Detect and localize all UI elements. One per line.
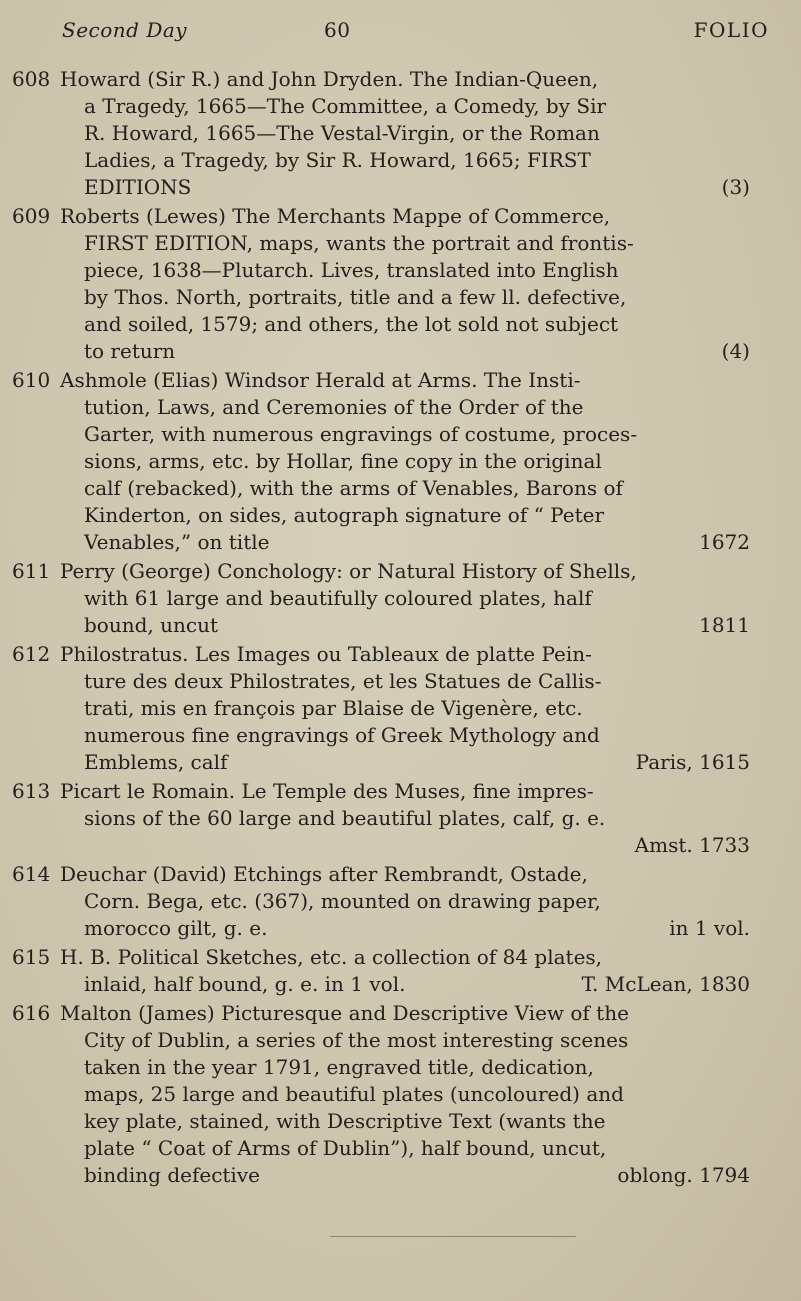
lot-description-line (84, 338, 750, 365)
lot-date-or-count: oblong. 1794 (617, 1163, 750, 1187)
lot-date-or-count: Amst. 1733 (634, 833, 750, 857)
lot-description-line (84, 1135, 750, 1162)
lot-text: bound, uncut (84, 613, 219, 637)
lot-description-line (84, 832, 750, 859)
lot-text: Emblems, calf (84, 750, 228, 774)
lot-entry (0, 367, 801, 556)
lot-text: calf (rebacked), with the arms of Venables, Barons of (84, 476, 623, 500)
lot-description-line (84, 284, 750, 311)
lot-text: H. B. Political Sketches, etc. a collection of 84 plates, (60, 945, 603, 969)
lot-number: 613 (12, 779, 51, 803)
lot-text: tution, Laws, and Ceremonies of the Order of the (84, 395, 584, 419)
lot-description-line (60, 203, 750, 230)
lot-text: plate “ Coat of Arms of Dublin”), half bound, uncut, (84, 1136, 607, 1160)
lot-description-line (84, 174, 750, 201)
lot-description-line (84, 695, 750, 722)
lot-description-line (60, 861, 750, 888)
lot-text: Garter, with numerous engravings of costume, proces- (84, 422, 638, 446)
lot-description-line (60, 641, 750, 668)
lot-text: inlaid, half bound, g. e. in 1 vol. (84, 972, 406, 996)
page-number: 60 (324, 18, 351, 42)
lot-text: key plate, stained, with Descriptive Text (wants the (84, 1109, 606, 1133)
lot-description-line (84, 529, 750, 556)
lot-description-line (84, 93, 750, 120)
lot-text: Philostratus. Les Images ou Tableaux de platte Pein- (60, 642, 592, 666)
lot-text: trati, mis en françois par Blaise de Vigenère, etc. (84, 696, 583, 720)
lot-text: a Tragedy, 1665—The Committee, a Comedy, by Sir (84, 94, 607, 118)
lot-description-line (84, 311, 750, 338)
lot-list (0, 66, 801, 1191)
lot-description-line (84, 971, 750, 998)
lot-text: piece, 1638—Plutarch. Lives, translated into English (84, 258, 619, 282)
lot-number: 614 (12, 862, 51, 886)
lot-number: 612 (12, 642, 51, 666)
day-heading: Second Day (62, 18, 188, 42)
lot-description-line (60, 558, 750, 585)
lot-description-line (60, 1000, 750, 1027)
lot-description-line (84, 1027, 750, 1054)
lot-description-line (84, 585, 750, 612)
lot-entry (0, 944, 801, 998)
lot-text: Picart le Romain. Le Temple des Muses, fine impres- (60, 779, 594, 803)
lot-text: Ladies, a Tragedy, by Sir R. Howard, 1665; FIRST (84, 148, 591, 172)
lot-description-line (60, 367, 750, 394)
lot-date-or-count: T. McLean, 1830 (581, 972, 750, 996)
lot-entry (0, 66, 801, 201)
lot-text: Corn. Bega, etc. (367), mounted on drawing paper, (84, 889, 601, 913)
format-heading: FOLIO (693, 18, 769, 42)
lot-text: Malton (James) Picturesque and Descriptive View of the (60, 1001, 629, 1025)
lot-description-line (84, 1081, 750, 1108)
lot-description-line (84, 749, 750, 776)
lot-date-or-count: Paris, 1615 (635, 750, 750, 774)
lot-text: binding defective (84, 1163, 260, 1187)
lot-text: with 61 large and beautifully coloured plates, half (84, 586, 592, 610)
lot-date-or-count: (3) (721, 175, 750, 199)
lot-entry (0, 641, 801, 776)
lot-text: Perry (George) Conchology: or Natural History of Shells, (60, 559, 637, 583)
lot-number: 610 (12, 368, 51, 392)
running-header (62, 18, 769, 48)
lot-text: FIRST EDITION, maps, wants the portrait and frontis- (84, 231, 634, 255)
lot-description-line (60, 778, 750, 805)
lot-text: sions, arms, etc. by Hollar, fine copy in the original (84, 449, 602, 473)
lot-text: R. Howard, 1665—The Vestal-Virgin, or the Roman (84, 121, 600, 145)
lot-number: 616 (12, 1001, 51, 1025)
end-rule (330, 1236, 576, 1237)
lot-description-line (84, 502, 750, 529)
lot-description-line (84, 722, 750, 749)
lot-description-line (84, 448, 750, 475)
lot-number: 611 (12, 559, 51, 583)
lot-number: 608 (12, 67, 51, 91)
lot-description-line (60, 66, 750, 93)
lot-text: morocco gilt, g. e. (84, 916, 268, 940)
lot-description-line (84, 915, 750, 942)
lot-text: Kinderton, on sides, autograph signature of “ Peter (84, 503, 605, 527)
lot-date-or-count: 1811 (699, 613, 750, 637)
lot-text: Howard (Sir R.) and John Dryden. The Indian-Queen, (60, 67, 599, 91)
lot-date-or-count: (4) (721, 339, 750, 363)
lot-description-line (84, 475, 750, 502)
lot-text: EDITIONS (84, 175, 192, 199)
lot-text: sions of the 60 large and beautiful plates, calf, g. e. (84, 806, 606, 830)
lot-description-line (84, 668, 750, 695)
lot-description-line (84, 805, 750, 832)
lot-text: Roberts (Lewes) The Merchants Mappe of Commerce, (60, 204, 611, 228)
lot-text: Venables,” on title (84, 530, 270, 554)
lot-description-line (84, 147, 750, 174)
lot-date-or-count: in 1 vol. (669, 916, 750, 940)
lot-entry (0, 778, 801, 859)
lot-number: 615 (12, 945, 51, 969)
lot-text: City of Dublin, a series of the most interesting scenes (84, 1028, 629, 1052)
lot-text: and soiled, 1579; and others, the lot sold not subject (84, 312, 619, 336)
lot-description-line (84, 1054, 750, 1081)
lot-entry (0, 1000, 801, 1189)
lot-entry (0, 558, 801, 639)
lot-entry (0, 861, 801, 942)
lot-text: Deuchar (David) Etchings after Rembrandt, Ostade, (60, 862, 588, 886)
lot-text: ture des deux Philostrates, et les Statues de Callis- (84, 669, 602, 693)
lot-text: taken in the year 1791, engraved title, dedication, (84, 1055, 594, 1079)
lot-description-line (84, 120, 750, 147)
lot-description-line (84, 888, 750, 915)
lot-text: by Thos. North, portraits, title and a few ll. defective, (84, 285, 627, 309)
lot-description-line (84, 257, 750, 284)
lot-description-line (84, 421, 750, 448)
lot-text: maps, 25 large and beautiful plates (uncoloured) and (84, 1082, 624, 1106)
lot-text: to return (84, 339, 176, 363)
lot-description-line (84, 394, 750, 421)
lot-description-line (84, 230, 750, 257)
lot-date-or-count: 1672 (699, 530, 750, 554)
lot-description-line (60, 944, 750, 971)
lot-text: Ashmole (Elias) Windsor Herald at Arms. The Insti- (60, 368, 581, 392)
lot-description-line (84, 612, 750, 639)
lot-description-line (84, 1108, 750, 1135)
lot-entry (0, 203, 801, 365)
lot-number: 609 (12, 204, 51, 228)
lot-description-line (84, 1162, 750, 1189)
lot-text: numerous fine engravings of Greek Mythology and (84, 723, 600, 747)
